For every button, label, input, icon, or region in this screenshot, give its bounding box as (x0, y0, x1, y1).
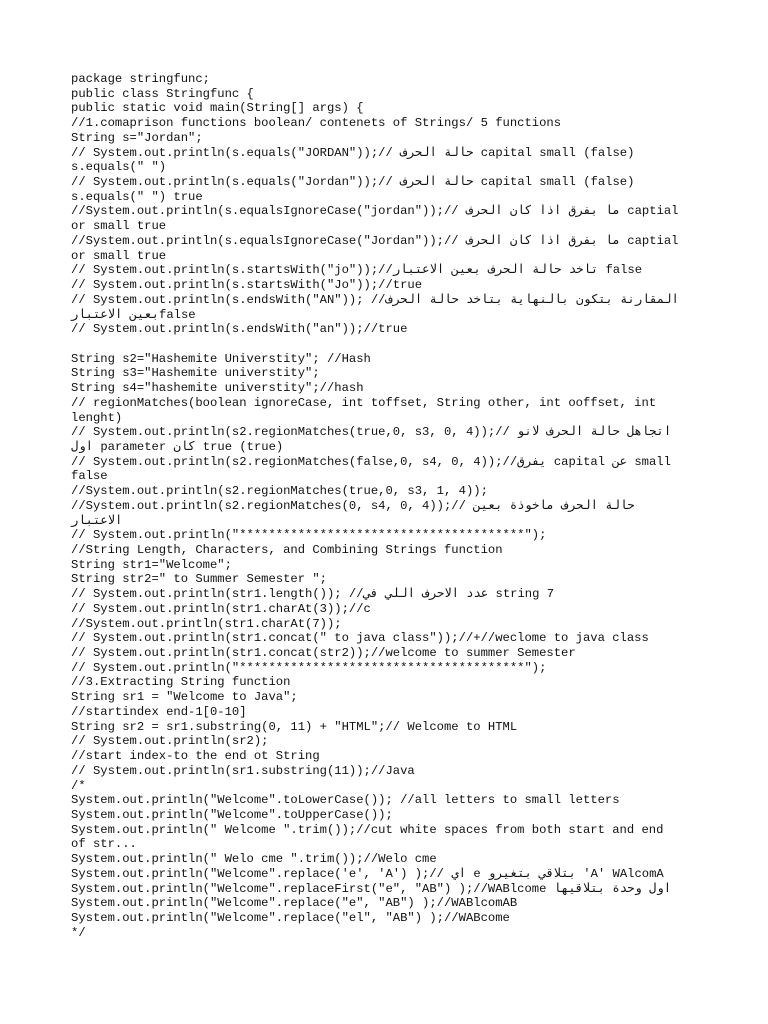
code-line: // System.out.println(str1.concat(str2));//welcome to summer Semester (71, 646, 576, 661)
code-line: System.out.println("Welcome".replace("el", "AB") );//WABcome (71, 910, 510, 925)
code-line: //startindex end-1[0-10] (71, 704, 247, 719)
code-line: // System.out.println("***************************************"); (71, 660, 547, 675)
code-line: // System.out.println(sr2); (71, 734, 269, 749)
code-line: public class Stringfunc { (71, 86, 254, 101)
code-line: // System.out.println("***************************************"); (71, 528, 547, 543)
code-line: String s4="hashemite universtity";//hash (71, 381, 364, 396)
code-line: اول parameter كان true (true) (71, 439, 284, 454)
code-line: System.out.println("Welcome".replace('e', 'A') );// اي e بتلاقي بتغيرو 'A' WAlcomA (71, 866, 664, 881)
code-line: //3.Extracting String function (71, 675, 291, 690)
code-line: /* (71, 778, 86, 793)
code-line: // System.out.println(s2.regionMatches(true,0, s3, 0, 4));// اتجاهل حالة الحرف لانو (71, 425, 672, 440)
code-line: // System.out.println(s.equals("Jordan"));// حالة الحرف capital small (false) (71, 175, 635, 190)
code-line: false (71, 469, 108, 484)
code-line: lenght) (71, 410, 123, 425)
code-line: or small true (71, 219, 167, 234)
code-line: // System.out.println(s2.regionMatches(false,0, s4, 0, 4));//يفرق capital عن small (71, 454, 671, 469)
code-line: // System.out.println(sr1.substring(11));//Java (71, 763, 415, 778)
code-line: // regionMatches(boolean ignoreCase, int toffset, String other, int ooffset, int (71, 395, 657, 410)
code-line: String str2=" to Summer Semester "; (71, 572, 327, 587)
code-line: // System.out.println(s.startsWith("jo"));//تاخد حالة الحرف بعين الاعتبار false (71, 263, 643, 278)
code-line: System.out.println(" Welo cme ".trim());//Welo cme (71, 852, 437, 867)
code-line: String s2="Hashemite Universtity"; //Hash (71, 351, 371, 366)
code-line: //start index-to the end ot String (71, 749, 320, 764)
code-line: public static void main(String[] args) { (71, 101, 364, 116)
code-line: //System.out.println(str1.charAt(7)); (71, 616, 342, 631)
code-line: String s="Jordan"; (71, 130, 203, 145)
code-line: // System.out.println(s.equals("JORDAN"));// حالة الحرف capital small (false) (71, 145, 635, 160)
code-line: package stringfunc; (71, 72, 210, 86)
code-line: // System.out.println(s.startsWith("Jo"));//true (71, 278, 423, 293)
code-line: بعين الاعتبارfalse (71, 307, 196, 322)
code-line: //1.comaprison functions boolean/ contenets of Strings/ 5 functions (71, 116, 562, 131)
code-line: //System.out.println(s.equalsIgnoreCase("jordan"));// ما بفرق اذا كان الحرف captial (71, 204, 679, 219)
code-line: of str... (71, 837, 137, 852)
code-line: System.out.println("Welcome".toLowerCase()); //all letters to small letters (71, 793, 620, 808)
code-line: String sr2 = sr1.substring(0, 11) + "HTML";// Welcome to HTML (71, 719, 518, 734)
code-listing (71, 72, 701, 940)
code-line: الاعتبار (71, 513, 123, 528)
code-line: //System.out.println(s2.regionMatches(0, s4, 0, 4));// حالة الحرف ماخوذة بعين (71, 498, 635, 513)
code-line: //String Length, Characters, and Combining Strings function (71, 543, 503, 557)
code-line: // System.out.println(str1.concat(" to java class"));//+//weclome to java class (71, 631, 649, 646)
code-line: System.out.println(" Welcome ".trim());//cut white spaces from both start and end (71, 822, 664, 837)
code-line (71, 337, 701, 352)
code-line: s.equals(" ") (71, 160, 167, 175)
code-line: */ (71, 925, 86, 940)
code-line: String sr1 = "Welcome to Java"; (71, 690, 298, 705)
code-line: or small true (71, 248, 167, 263)
code-line: //System.out.println(s.equalsIgnoreCase("Jordan"));// ما بفرق اذا كان الحرف captial (71, 233, 679, 248)
code-line: System.out.println("Welcome".replace("e", "AB") );//WABlcomAB (71, 896, 518, 911)
code-line: // System.out.println(s.endsWith("an"));//true (71, 322, 408, 337)
code-line: s.equals(" ") true (71, 189, 203, 204)
code-line: // System.out.println(str1.length()); //عدد الاحرف اللي في string 7 (71, 587, 555, 602)
code-line: String str1="Welcome"; (71, 557, 232, 572)
code-line: // System.out.println(s.endsWith("AN")); //المقارنة بتكون بالنهاية بتاخد حالة الحرف (71, 292, 679, 307)
code-line: System.out.println("Welcome".replaceFirst("e", "AB") );//WABlcome اول وحدة بتلاقيها (71, 881, 672, 896)
code-line: //System.out.println(s2.regionMatches(true,0, s3, 1, 4)); (71, 484, 488, 499)
code-line: // System.out.println(str1.charAt(3));//c (71, 601, 371, 616)
code-line: System.out.println("Welcome".toUpperCase()); (71, 807, 393, 822)
code-line: String s3="Hashemite universtity"; (71, 366, 320, 381)
